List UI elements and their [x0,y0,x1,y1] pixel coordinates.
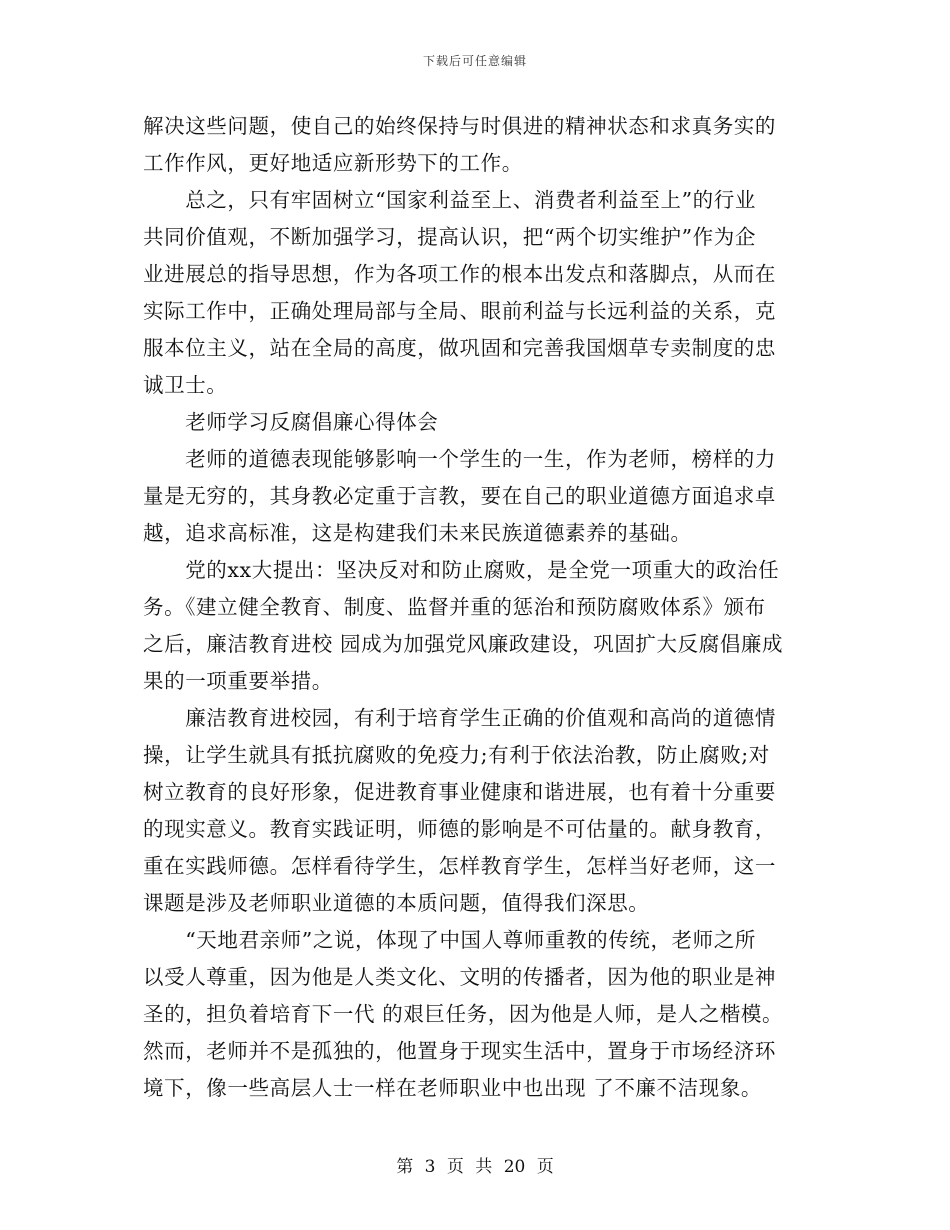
page-header: 下载后可任意编辑 [422,54,527,68]
text-line: 树立教育的良好形象，促进教育事业健康和谐进展，也有着十分重要 [143,780,776,804]
text-line: 务。《建立健全教育、制度、监督并重的惩治和预防腐败体系》颁布 [143,595,766,619]
text-line: 重在实践师德。怎样看待学生，怎样教育学生，怎样当好老师，这一 [143,854,776,878]
page-footer: 第 3 页 共 20 页 [396,1157,554,1177]
text-line: 操，让学生就具有抵抗腐败的免疫力;有利于依法治教，防止腐败;对 [143,743,770,767]
text-line: 境下，像一些高层人士一样在老师职业中也出现 了不廉不洁现象。 [143,1076,763,1100]
text-line: 以受人尊重，因为他是人类文化、文明的传播者，因为他的职业是神 [143,965,776,989]
text-line: 圣的，担负着培育下一代 的艰巨任务，因为他是人师，是人之楷模。 [143,1002,784,1026]
text-line: 的现实意义。教育实践证明，师德的影响是不可估量的。献身教育， [143,817,776,841]
text-line: 共同价值观，不断加强学习，提高认识，把“两个切实维护”作为企 [143,225,756,249]
text-line: 实际工作中，正确处理局部与全局、眼前利益与长远利益的关系，克 [143,299,776,323]
text-line: 解决这些问题，使自己的始终保持与时俱进的精神状态和求真务实的 [143,114,776,138]
text-line: 课题是涉及老师职业道德的本质问题，值得我们深思。 [143,891,650,915]
text-line: 老师的道德表现能够影响一个学生的一生，作为老师，榜样的力 [143,447,776,471]
text-line: 诚卫士。 [143,373,228,397]
text-line: 之后，廉洁教育进校 园成为加强党风廉政建设，巩固扩大反腐倡廉成 [143,632,784,656]
text-line: 廉洁教育进校园，有利于培育学生正确的价值观和高尚的道德情 [143,706,776,730]
text-line: “天地君亲师”之说，体现了中国人尊师重教的传统，老师之所 [143,928,756,952]
text-line: 工作作风，更好地适应新形势下的工作。 [143,151,523,175]
text-line: 越，追求高标准，这是构建我们未来民族道德素养的基础。 [143,521,692,545]
text-line: 业进展总的指导思想，作为各项工作的根本出发点和落脚点，从而在 [143,262,776,286]
section-heading: 老师学习反腐倡廉心得体会 [143,410,439,434]
text-line: 总之，只有牢固树立“国家利益至上、消费者利益至上”的行业 [143,188,756,212]
text-line: 党的xx大提出：坚决反对和防止腐败，是全党一项重大的政治任 [143,558,780,582]
text-line: 服本位主义，站在全局的高度，做巩固和完善我国烟草专卖制度的忠 [143,336,776,360]
text-line: 果的一项重要举措。 [143,669,333,693]
text-line: 然而，老师并不是孤独的，他置身于现实生活中，置身于市场经济环 [143,1039,776,1063]
text-line: 量是无穷的，其身教必定重于言教，要在自己的职业道德方面追求卓 [143,484,776,508]
